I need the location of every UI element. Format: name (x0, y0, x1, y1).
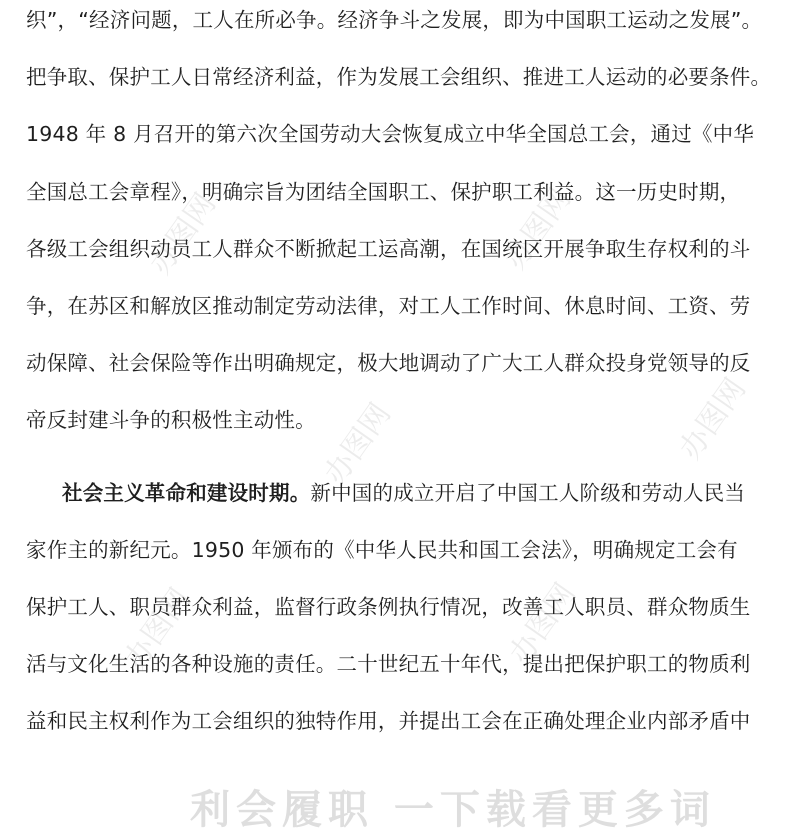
paragraph-line: 把争取、保护工人日常经济利益，作为发展工会组织、推进工人运动的必要条件。 (26, 65, 772, 89)
paragraph-text: 新中国的成立开启了中国工人阶级和劳动人民当 (310, 481, 746, 505)
paragraph-line: 益和民主权利作为工会组织的独特作用，并提出工会在正确处理企业内部矛盾中 (26, 709, 751, 733)
watermark-text: 办图网 (672, 372, 754, 466)
footer-banner: 利会履职 一下载看更多词 (190, 787, 716, 833)
paragraph-line: 保护工人、职员群众利益，监督行政条例执行情况，改善工人职员、群众物质生 (26, 595, 751, 619)
section-heading: 社会主义革命和建设时期。 (62, 481, 311, 505)
paragraph-line: 家作主的新纪元。1950 年颁布的《中华人民共和国工会法》，明确规定工会有 (26, 538, 738, 562)
paragraph-line: 各级工会组织动员工人群众不断掀起工运高潮，在国统区开展争取生存权利的斗 (26, 237, 751, 261)
paragraph-line: 1948 年 8 月召开的第六次全国劳动大会恢复成立中华全国总工会，通过《中华 (26, 122, 755, 146)
watermark-text: 办图网 (142, 187, 224, 281)
watermark-text: 办图网 (117, 582, 199, 676)
paragraph-line: 帝反封建斗争的积极性主动性。 (26, 408, 316, 432)
watermark-text: 办图网 (497, 182, 579, 276)
watermark-text: 办图网 (317, 397, 399, 491)
paragraph-line: 全国总工会章程》，明确宗旨为团结全国职工、保护职工利益。这一历史时期， (26, 180, 741, 204)
paragraph-line: 动保障、社会保险等作出明确规定，极大地调动了广大工人群众投身党领导的反 (26, 351, 751, 375)
section-first-line (62, 480, 778, 506)
paragraph-line: 活与文化生活的各种设施的责任。二十世纪五十年代，提出把保护职工的物质利 (26, 652, 751, 676)
paragraph-line: 争，在苏区和解放区推动制定劳动法律，对工人工作时间、休息时间、工资、劳 (26, 294, 751, 318)
paragraph-line: 织”，“经济问题，工人在所必争。经济争斗之发展，即为中国职工运动之发展”。 (26, 8, 763, 32)
watermark-text: 办图网 (502, 577, 584, 671)
